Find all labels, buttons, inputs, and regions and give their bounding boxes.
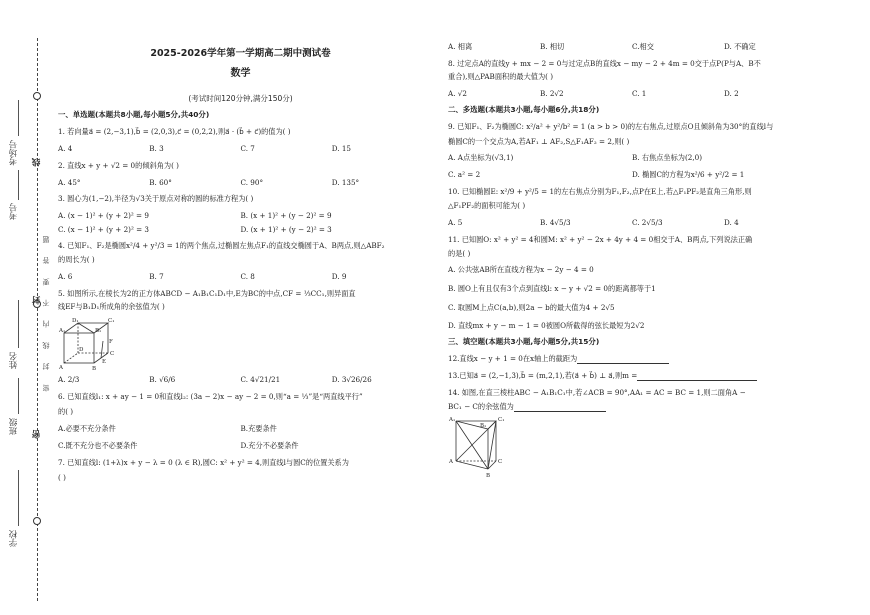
- option-b[interactable]: B. 右焦点坐标为(2,0): [632, 153, 703, 163]
- class-blank[interactable]: [18, 378, 19, 414]
- label-b: B: [486, 473, 491, 480]
- section-fill-blank: 三、填空题(本题共3小题,每小题5分,共15分): [448, 337, 600, 347]
- binding-margin: [0, 0, 52, 615]
- question-13: [448, 371, 816, 381]
- option-c[interactable]: C. 90°: [240, 177, 264, 187]
- left-column: [58, 40, 423, 483]
- question-3-options-cd: [58, 225, 423, 235]
- prism-figure: [448, 415, 506, 479]
- option-c[interactable]: C.既不充分也不必要条件: [58, 440, 138, 450]
- secret-mark: 密: [32, 430, 42, 439]
- option-d[interactable]: D. 不确定: [724, 42, 756, 51]
- option-b[interactable]: B. 2√2: [540, 89, 564, 99]
- exam-title: 2025-2026学年第一学期高二期中测试卷: [150, 48, 331, 59]
- label-d1: D₁: [72, 318, 79, 325]
- option-b[interactable]: B. 60°: [149, 177, 172, 187]
- question-11-cont: 的是( ): [448, 248, 471, 258]
- question-5-options: [58, 375, 423, 385]
- label-a1: A₁: [449, 417, 456, 424]
- question-4-options: [58, 272, 423, 282]
- option-d[interactable]: D. 直线mx + y − m − 1 = 0被圆O所截得的弦长最短为2√2: [448, 321, 645, 331]
- option-a[interactable]: A. A点坐标为(√3,1): [448, 153, 514, 163]
- option-c[interactable]: C.相交: [632, 42, 654, 51]
- question-3: 3. 圆心为(1,−2),半径为√3关于原点对称的圆的标准方程为( ): [58, 194, 254, 204]
- option-a[interactable]: A. 相离: [448, 42, 473, 51]
- label-b1: B₁: [95, 328, 102, 335]
- option-b[interactable]: B. 4√5/3: [540, 218, 571, 228]
- question-14: 14. 如图,在直三棱柱ABC − A₁B₁C₁中,若∠ACB = 90°,AA₁ = AC = BC = 1,则二面角A −: [448, 387, 746, 397]
- option-a[interactable]: A. 6: [58, 271, 73, 281]
- question-6: 6. 已知直线l₁: x + ay − 1 = 0和直线l₂: (3a − 2)x − ay − 2 = 0,则“a = ⅓”是“两直线平行”: [58, 391, 363, 401]
- option-b[interactable]: B. 圆O上有且仅有3个点到直线l: x − y + √2 = 0的距离都等于1: [448, 284, 656, 294]
- seal-warning: 密 封 线 内 不 要 答 题: [42, 230, 50, 392]
- question-1-options: [58, 144, 423, 154]
- question-9-options-cd: [448, 170, 816, 180]
- question-12: [448, 354, 816, 364]
- question-5: 5. 如图所示,在棱长为2的正方体ABCD − A₁B₁C₁D₁中,E为BC的中点,CF = ⅓CC₁,则异面直: [58, 288, 356, 298]
- option-d[interactable]: D.充分不必要条件: [240, 440, 299, 450]
- class-label: 班级: [9, 418, 19, 435]
- section-multi-choice: 二、多选题(本题共3小题,每小题6分,共18分): [448, 104, 600, 114]
- question-6-cont: 的( ): [58, 407, 74, 417]
- question-3-options-ab: [58, 211, 423, 221]
- label-a: A: [59, 365, 63, 372]
- option-a[interactable]: A. 公共弦AB所在直线方程为x − 2y − 4 = 0: [448, 265, 594, 275]
- school-label: 学校: [9, 530, 19, 547]
- option-a[interactable]: A. (x − 1)² + (y + 2)² = 9: [58, 211, 149, 221]
- option-c[interactable]: C. 1: [632, 89, 647, 99]
- option-a[interactable]: A. √2: [448, 89, 467, 99]
- option-d[interactable]: D. 椭圆C的方程为x²/6 + y²/2 = 1: [632, 170, 745, 180]
- option-b[interactable]: B. 3: [149, 144, 164, 154]
- seal-mark: 封: [32, 296, 42, 305]
- question-10-cont: △F₁PF₂的面积可能为( ): [448, 201, 526, 211]
- option-a[interactable]: A.必要不充分条件: [58, 424, 116, 434]
- cube-figure: [58, 315, 118, 373]
- question-9: 9. 已知F₁、F₂为椭圆C: x²/a² + y²/b² = 1 (a > b > 0)的左右焦点,过原点O且倾斜角为30°的直线l与: [448, 121, 774, 131]
- question-10-options: [448, 218, 816, 228]
- exam-room-blank[interactable]: [18, 100, 19, 136]
- exam-number-blank[interactable]: [18, 170, 19, 200]
- question-9-cont: 椭圆C的一个交点为A,若AF₁ ⊥ AF₂,S△F₁AF₂ = 2,则( ): [448, 136, 630, 146]
- question-6-options-cd: [58, 441, 423, 451]
- question-13-text: 13.已知a⃗ = (2,−1,3),b⃗ = (m,2,1),若(a⃗ + b⃗) ⊥ a⃗,则m =: [448, 370, 638, 380]
- exam-note: (考试时间120分钟,满分150分): [188, 94, 293, 104]
- option-d[interactable]: D. 135°: [331, 177, 360, 187]
- question-7-options: [448, 42, 816, 52]
- option-a[interactable]: A. 4: [58, 144, 73, 154]
- option-b[interactable]: B.充要条件: [240, 424, 277, 434]
- option-d[interactable]: D. 4: [724, 218, 739, 228]
- option-b[interactable]: B. (x + 1)² + (y − 2)² = 9: [240, 211, 332, 221]
- name-label: 姓名: [9, 352, 19, 369]
- label-b1: B₁: [480, 423, 487, 430]
- answer-blank-13[interactable]: [637, 372, 757, 381]
- label-f: F: [109, 339, 113, 346]
- label-c: C: [110, 351, 115, 358]
- option-d[interactable]: D. (x + 1)² + (y − 2)² = 3: [240, 224, 332, 234]
- option-c[interactable]: C. a² = 2: [448, 170, 481, 180]
- question-12-text: 12.直线x − y + 1 = 0在x轴上的截距为: [448, 354, 578, 364]
- question-7: 7. 已知直线l: (1+λ)x + y − λ = 0 (λ ∈ R),圆C: x² + y² = 4,则直线l与圆C的位置关系为: [58, 457, 349, 467]
- binding-hole: [33, 92, 41, 100]
- question-9-options-ab: [448, 153, 816, 163]
- option-d[interactable]: D. 2: [724, 89, 739, 99]
- label-c1: C₁: [498, 417, 505, 424]
- option-c[interactable]: C. 8: [240, 271, 255, 281]
- binding-hole: [33, 517, 41, 525]
- option-a[interactable]: A. 2/3: [58, 375, 80, 385]
- question-5-cont: 线EF与B₁D₁所成角的余弦值为( ): [58, 302, 165, 312]
- label-a1: A₁: [59, 328, 66, 335]
- exam-subject: 数学: [230, 67, 251, 79]
- school-blank[interactable]: [18, 470, 19, 526]
- answer-blank-12[interactable]: [577, 355, 669, 364]
- label-b: B: [92, 366, 97, 373]
- question-14-text: BC₁ − C的余弦值为: [448, 402, 514, 412]
- question-1: 1. 若向量a⃗ = (2,−3,1),b⃗ = (2,0,3),c⃗ = (0,2,2),则a⃗ · (b⃗ + c⃗)的值为( ): [58, 127, 291, 137]
- option-c[interactable]: C. 取圆M上点C(a,b),则2a − b的最大值为4 + 2√5: [448, 302, 615, 312]
- option-d[interactable]: D. 3√26/26: [331, 375, 372, 385]
- question-4: 4. 已知F₁、F₂是椭圆x²/4 + y²/3 = 1的两个焦点,过椭圆左焦点F₁的直线交椭圆于A、B两点,则△ABF₂: [58, 241, 385, 251]
- option-c[interactable]: C. 2√5/3: [632, 218, 663, 228]
- option-a[interactable]: A. 5: [448, 218, 463, 228]
- question-6-options-ab: [58, 424, 423, 434]
- option-b[interactable]: B. √6/6: [149, 375, 176, 385]
- label-d: D: [79, 347, 84, 354]
- question-2-options: [58, 178, 423, 188]
- question-7-cont: ( ): [58, 473, 66, 483]
- option-a[interactable]: A. 45°: [58, 177, 81, 187]
- exam-room-label: 考场号: [9, 140, 19, 166]
- option-c[interactable]: C. (x − 1)² + (y + 2)² = 3: [58, 224, 149, 234]
- label-a: A: [449, 459, 453, 466]
- label-c1: C₁: [108, 318, 115, 325]
- label-e: E: [102, 359, 107, 366]
- question-11: 11. 已知圆O: x² + y² = 4和圆M: x² + y² − 2x + 4y + 4 = 0相交于A、B两点,下列说法正确: [448, 234, 753, 244]
- option-b[interactable]: B. 7: [149, 271, 164, 281]
- question-8: 8. 过定点A的直线y + mx − 2 = 0与过定点B的直线x − my − 2 + 4m = 0交于点P(P与A、B不: [448, 58, 761, 68]
- option-c[interactable]: C. 4√21/21: [240, 375, 281, 385]
- label-c: C: [498, 459, 503, 466]
- line-mark: 线: [32, 158, 42, 167]
- section-single-choice: 一、单选题(本题共8小题,每小题5分,共40分): [58, 110, 210, 120]
- question-8-options: [448, 89, 816, 99]
- option-b[interactable]: B. 相切: [540, 42, 565, 51]
- answer-blank-14[interactable]: [514, 403, 606, 412]
- option-c[interactable]: C. 7: [240, 144, 255, 154]
- question-4-cont: 的周长为( ): [58, 255, 95, 265]
- question-10: 10. 已知椭圆E: x²/9 + y²/5 = 1的左右焦点分别为F₁,F₂,点P在E上,若△F₁PF₂是直角三角形,则: [448, 186, 752, 196]
- option-d[interactable]: D. 15: [331, 144, 351, 154]
- question-2: 2. 直线x + y + √2 = 0的倾斜角为( ): [58, 160, 179, 170]
- right-column: [448, 40, 816, 479]
- option-d[interactable]: D. 9: [331, 271, 347, 281]
- exam-number-label: 考号: [9, 203, 19, 220]
- question-8-cont: 重合),则△PAB面积的最大值为( ): [448, 72, 554, 82]
- question-14-cont: [448, 402, 816, 412]
- name-blank[interactable]: [18, 300, 19, 348]
